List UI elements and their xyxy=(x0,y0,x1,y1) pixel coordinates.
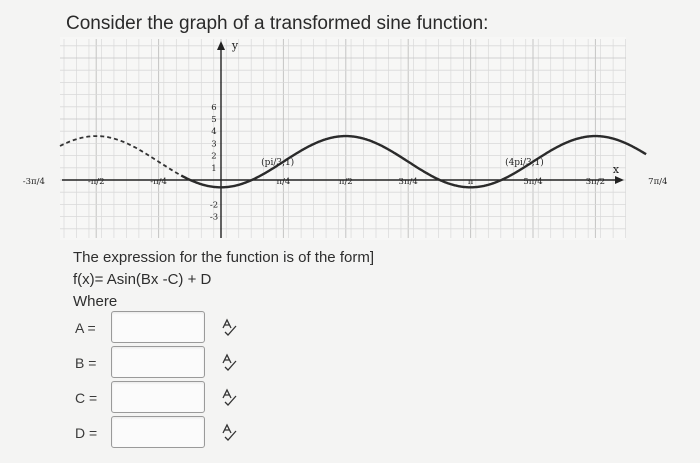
spellcheck-icon[interactable] xyxy=(219,317,239,337)
x-tick-label: -π/2 xyxy=(87,177,105,187)
y-tick-label: 1 xyxy=(211,163,217,174)
answer-input-c[interactable] xyxy=(111,381,205,413)
expression-intro: The expression for the function is of the form] xyxy=(73,249,374,266)
point-label: (4pi/3,1) xyxy=(505,157,544,168)
answer-row-d xyxy=(75,416,275,452)
y-tick-label: 4 xyxy=(211,127,217,138)
spellcheck-icon[interactable] xyxy=(219,422,239,442)
spellcheck-icon[interactable] xyxy=(219,387,239,407)
field-label-c: C = xyxy=(75,390,98,406)
graph-grid xyxy=(60,37,626,240)
field-label-d: D = xyxy=(75,425,98,441)
expression-where: Where xyxy=(73,293,118,310)
y-tick-label: -2 xyxy=(209,200,219,211)
question-title: Consider the graph of a transformed sine function: xyxy=(66,13,489,34)
x-tick-label: π xyxy=(467,177,474,187)
y-tick-label: 6 xyxy=(211,102,217,113)
answer-input-b[interactable] xyxy=(111,346,205,378)
point-label: (pi/3,1) xyxy=(261,157,295,168)
field-label-a: A = xyxy=(75,320,96,336)
spellcheck-icon[interactable] xyxy=(219,352,239,372)
x-tick-label: π/4 xyxy=(276,177,291,187)
x-axis-label: x xyxy=(612,163,620,176)
y-tick-label: 3 xyxy=(211,139,217,150)
x-tick-label: 7π/4 xyxy=(648,177,668,187)
answer-input-d[interactable] xyxy=(111,416,205,448)
sine-graph xyxy=(22,37,668,240)
y-tick-label: 2 xyxy=(211,151,217,162)
answer-row-b xyxy=(75,346,275,382)
expression-formula: f(x)= Asin(Bx -C) + D xyxy=(73,271,212,288)
answer-input-a[interactable] xyxy=(111,311,205,343)
x-tick-label: 3π/2 xyxy=(585,177,606,187)
y-tick-label: -3 xyxy=(209,212,219,223)
x-tick-label: -3π/4 xyxy=(22,177,45,187)
answer-row-a xyxy=(75,311,275,347)
field-label-b: B = xyxy=(75,355,97,371)
x-tick-label: -π/4 xyxy=(150,177,167,187)
x-tick-label: 5π/4 xyxy=(523,177,543,187)
answer-row-c xyxy=(75,381,275,417)
x-tick-label: 3π/4 xyxy=(398,177,418,187)
y-tick-label: 5 xyxy=(211,115,217,125)
x-tick-label: π/2 xyxy=(338,177,353,187)
y-axis-label: y xyxy=(231,39,239,52)
expression-block xyxy=(73,247,374,313)
